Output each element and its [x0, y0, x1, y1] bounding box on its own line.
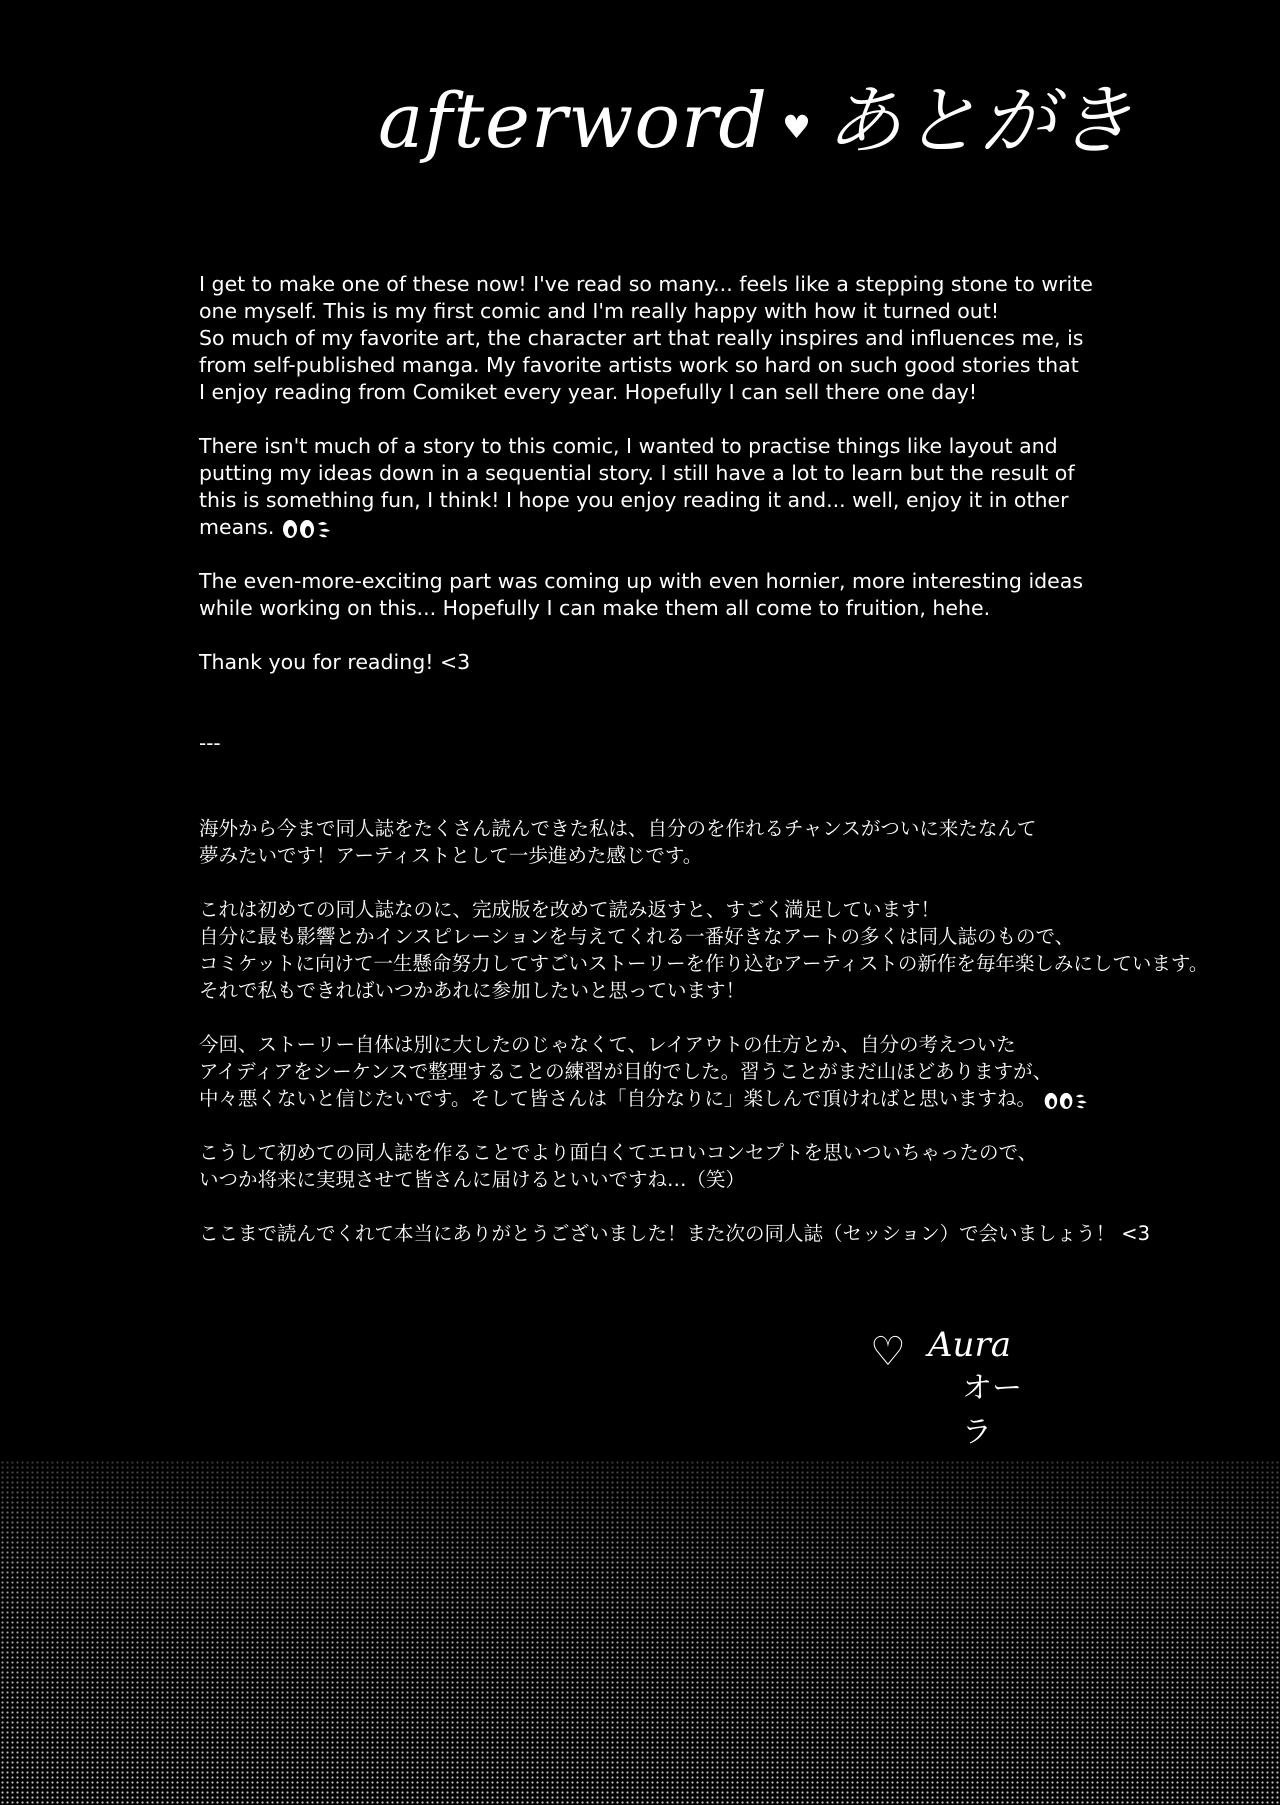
text-line: this is something fun, I think! I hope you enjoy reading it and... well, enjoy it in other [199, 488, 1069, 512]
eyes-sweat-icon [280, 516, 336, 540]
text-line: while working on this... Hopefully I can make them all come to fruition, hehe. [199, 596, 991, 620]
text-line: 中々悪くないと信じたいです。そして皆さんは「自分なりに」楽しんで頂ければと思いますね。 [199, 1087, 1036, 1110]
text-line: I get to make one of these now! I've read so many... feels like a stepping stone to write [199, 272, 1093, 296]
section-separator: --- [199, 731, 221, 755]
paragraph [199, 896, 1209, 1004]
text-line: これは初めての同人誌なのに、完成版を改めて読み返すと、すごく満足しています！ [199, 898, 941, 921]
japanese-text [199, 815, 1209, 1274]
text-line: コミケットに向けて一生懸命努力してすごいストーリーを作り込むアーティストの新作を毎年楽しみにしています。 [199, 952, 1209, 975]
text-line: putting my ideas down in a sequential story. I still have a lot to learn but the result of [199, 461, 1075, 485]
text-line: 夢みたいです！アーティストとして一歩進めた感じです。 [199, 844, 703, 867]
text-line: There isn't much of a story to this comic, I wanted to practise things like layout and [199, 434, 1058, 458]
text-line: それで私もできればいつかあれに参加したいと思っています！ [199, 979, 746, 1002]
text-line: from self-published manga. My favorite artists work so hard on such good stories that [199, 353, 1079, 377]
paragraph [199, 568, 1179, 622]
paragraph [199, 433, 1179, 541]
text-line: アイディアをシーケンスで整理することの練習が目的でした。習うことがまだ山ほどありますが、 [199, 1060, 1053, 1083]
text-line-with-emoji [199, 1085, 1199, 1112]
english-text [199, 271, 1179, 703]
text-line: こうして初めての同人誌を作ることでより面白くてエロいコンセプトを思いついちゃったので、 [199, 1141, 1038, 1164]
paragraph [199, 271, 1179, 406]
text-line: 今回、ストーリー自体は別に大したのじゃなくて、レイアウトの仕方とか、自分の考えついた [199, 1033, 1016, 1056]
text-line: ここまで読んでくれて本当にありがとうございました！また次の同人誌（セッション）で会いましょう！ <3 [199, 1222, 1151, 1245]
text-line-with-emoji [199, 514, 1179, 541]
title-japanese: あとがき [825, 76, 1134, 165]
signature-name-kana: オーラ [962, 1371, 1022, 1450]
text-line: The even-more-exciting part was coming up with even hornier, more interesting ideas [199, 569, 1084, 593]
signature-name: Aura [928, 1325, 1011, 1365]
text-line: 自分に最も影響とかインスピレーションを与えてくれる一番好きなアートの多くは同人誌のもので、 [199, 925, 1075, 948]
paragraph [199, 1220, 1199, 1247]
text-line: 海外から今まで同人誌をたくさん読んできた私は、自分のを作れるチャンスがついに来たなんて [199, 817, 1037, 840]
page-title [378, 60, 1134, 169]
heart-icon: ♥ [782, 108, 812, 146]
title-english: afterword [378, 76, 769, 165]
paragraph [199, 1139, 1199, 1193]
paragraph [199, 1031, 1199, 1112]
paragraph [199, 815, 1199, 869]
text-line: いつか将来に実現させて皆さんに届けるといいですね…（笑） [199, 1168, 746, 1191]
text-line: I enjoy reading from Comiket every year. Hopefully I can sell there one day! [199, 380, 978, 404]
text-line: So much of my favorite art, the character art that really inspires and influences me, is [199, 326, 1084, 350]
text-line: one myself. This is my first comic and I'm really happy with how it turned out! [199, 299, 1000, 323]
signature [870, 1325, 1030, 1450]
halftone-gradient [0, 1460, 1280, 1805]
text-line: means. [199, 515, 275, 539]
text-line: Thank you for reading! <3 [199, 650, 471, 674]
paragraph [199, 649, 1179, 676]
eyes-sweat-icon [1042, 1089, 1092, 1111]
hearts-icon: ♡ [870, 1329, 906, 1375]
